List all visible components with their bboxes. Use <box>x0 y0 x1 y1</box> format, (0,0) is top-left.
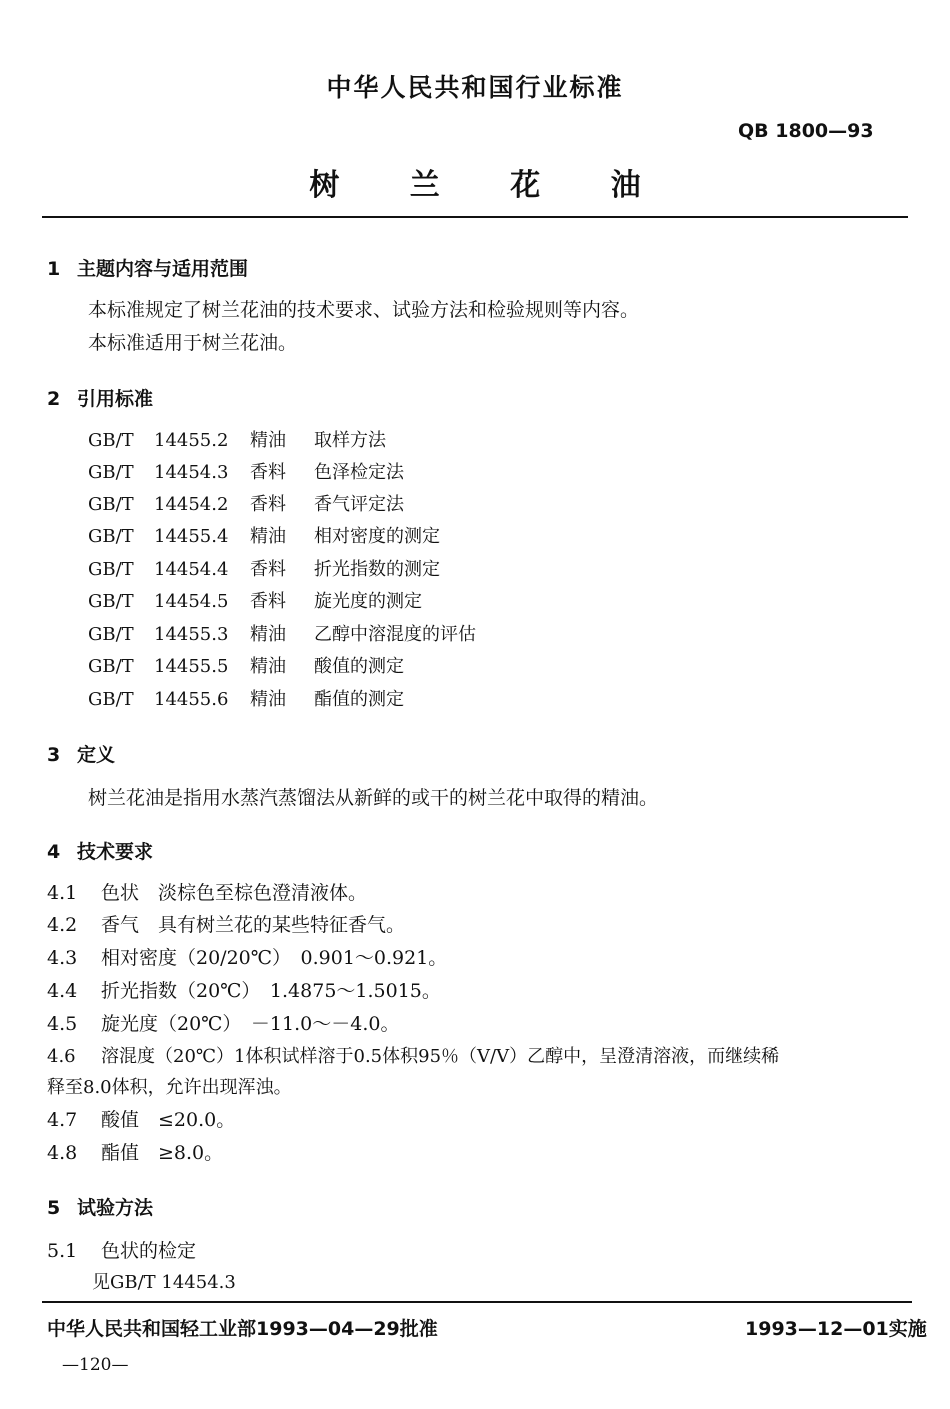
reference-row <box>88 620 476 646</box>
ref-name: 相对密度的测定 <box>314 526 440 547</box>
ref-type: 精油 <box>250 526 286 547</box>
ref-number: 14454.5 <box>154 591 229 612</box>
ref-code: GB/T <box>88 494 134 515</box>
subsection-5-1-heading <box>47 1236 196 1263</box>
item-number: 4.8 <box>47 1142 78 1164</box>
section-number: 2 <box>47 388 61 410</box>
requirement-item <box>47 976 441 1003</box>
item-text: 溶混度（20℃）1体积试样溶于0.5体积95％（V/V）乙醇中，呈澄清溶液，而继续稀 <box>101 1046 780 1067</box>
reference-row <box>88 555 440 581</box>
item-number: 4.5 <box>47 1013 78 1035</box>
ref-code: GB/T <box>88 526 134 547</box>
ref-name: 旋光度的测定 <box>314 591 422 612</box>
standard-code: QB 1800—93 <box>738 120 874 142</box>
subsection-title: 色状的检定 <box>101 1240 197 1262</box>
ref-name: 乙醇中溶混度的评估 <box>314 624 476 645</box>
effective-date: 1993—12—01实施 <box>745 1318 927 1340</box>
section-number: 4 <box>47 841 61 863</box>
section-number: 1 <box>47 258 61 280</box>
reference-row <box>88 652 404 678</box>
ref-name: 酯值的测定 <box>314 689 404 710</box>
item-number: 4.4 <box>47 980 78 1002</box>
section-number: 3 <box>47 744 61 766</box>
section-5-heading <box>47 1193 153 1220</box>
ref-type: 香料 <box>250 494 286 515</box>
footer-divider <box>42 1301 912 1303</box>
reference-row <box>88 522 440 548</box>
ref-type: 精油 <box>250 624 286 645</box>
ref-number: 14455.4 <box>154 526 229 547</box>
ref-code: GB/T <box>88 656 134 677</box>
ref-code: GB/T <box>88 624 134 645</box>
ref-name: 色泽检定法 <box>314 462 404 483</box>
section-1-paragraph: 本标准规定了树兰花油的技术要求、试验方法和检验规则等内容。 <box>88 299 640 321</box>
item-text: 折光指数（20℃） 1.4875～1.5015。 <box>101 980 441 1002</box>
reference-row <box>88 685 404 711</box>
reference-row <box>88 426 386 452</box>
section-1-paragraph: 本标准适用于树兰花油。 <box>88 332 298 354</box>
reference-row <box>88 587 422 613</box>
ref-number: 14455.6 <box>154 689 229 710</box>
reference-row <box>88 458 404 484</box>
item-text: 释至8.0体积，允许出现浑浊。 <box>47 1077 292 1098</box>
item-text: 相对密度（20/20℃） 0.901～0.921。 <box>101 947 448 969</box>
item-number: 4.2 <box>47 914 78 936</box>
ref-type: 精油 <box>250 430 286 451</box>
document-title: 树 兰 花 油 <box>309 168 671 203</box>
item-text: 酯值 ≥8.0。 <box>101 1142 224 1164</box>
item-text: 香气 具有树兰花的某些特征香气。 <box>101 914 406 936</box>
requirement-item <box>47 910 405 937</box>
item-text: 色状 淡棕色至棕色澄清液体。 <box>101 882 368 904</box>
section-title: 定义 <box>77 744 116 766</box>
item-text: 旋光度（20℃） －11.0～－4.0。 <box>101 1013 400 1035</box>
section-title: 技术要求 <box>77 841 154 863</box>
item-number: 5.1 <box>47 1240 78 1262</box>
section-title: 试验方法 <box>77 1197 154 1219</box>
section-1-heading <box>47 254 248 281</box>
ref-type: 香料 <box>250 559 286 580</box>
ref-code: GB/T <box>88 462 134 483</box>
ref-name: 香气评定法 <box>314 494 404 515</box>
item-number: 4.7 <box>47 1109 78 1131</box>
reference-row <box>88 490 404 516</box>
requirement-item <box>47 1042 779 1068</box>
requirement-item <box>47 1009 399 1036</box>
header-divider <box>42 216 908 218</box>
ref-code: GB/T <box>88 559 134 580</box>
ref-name: 折光指数的测定 <box>314 559 440 580</box>
item-text: 酸值 ≤20.0。 <box>101 1109 236 1131</box>
item-number: 4.3 <box>47 947 78 969</box>
requirement-item-continuation <box>47 1073 292 1099</box>
ref-number: 14455.3 <box>154 624 229 645</box>
section-title: 引用标准 <box>77 388 154 410</box>
subsection-5-1-text: 见GB/T 14454.3 <box>92 1272 236 1293</box>
requirement-item <box>47 943 447 970</box>
ref-number: 14455.5 <box>154 656 229 677</box>
requirement-item <box>47 1138 223 1165</box>
section-3-heading <box>47 740 115 767</box>
requirement-item <box>47 878 367 905</box>
requirement-item <box>47 1105 235 1132</box>
item-number: 4.6 <box>47 1046 76 1067</box>
ref-code: GB/T <box>88 689 134 710</box>
section-4-heading <box>47 837 153 864</box>
ref-name: 取样方法 <box>314 430 386 451</box>
ref-number: 14454.3 <box>154 462 229 483</box>
ref-type: 精油 <box>250 656 286 677</box>
ref-number: 14455.2 <box>154 430 229 451</box>
standard-category-heading: 中华人民共和国行业标准 <box>326 73 624 102</box>
ref-number: 14454.4 <box>154 559 229 580</box>
section-2-heading <box>47 384 153 411</box>
section-3-paragraph: 树兰花油是指用水蒸汽蒸馏法从新鲜的或干的树兰花中取得的精油。 <box>88 787 659 809</box>
approval-line: 中华人民共和国轻工业部1993—04—29批准 <box>47 1318 438 1340</box>
page-number: —120— <box>62 1355 129 1375</box>
item-number: 4.1 <box>47 882 78 904</box>
ref-type: 香料 <box>250 591 286 612</box>
ref-code: GB/T <box>88 430 134 451</box>
section-number: 5 <box>47 1197 61 1219</box>
section-title: 主题内容与适用范围 <box>77 258 249 280</box>
ref-number: 14454.2 <box>154 494 229 515</box>
ref-type: 精油 <box>250 689 286 710</box>
ref-type: 香料 <box>250 462 286 483</box>
ref-name: 酸值的测定 <box>314 656 404 677</box>
ref-code: GB/T <box>88 591 134 612</box>
